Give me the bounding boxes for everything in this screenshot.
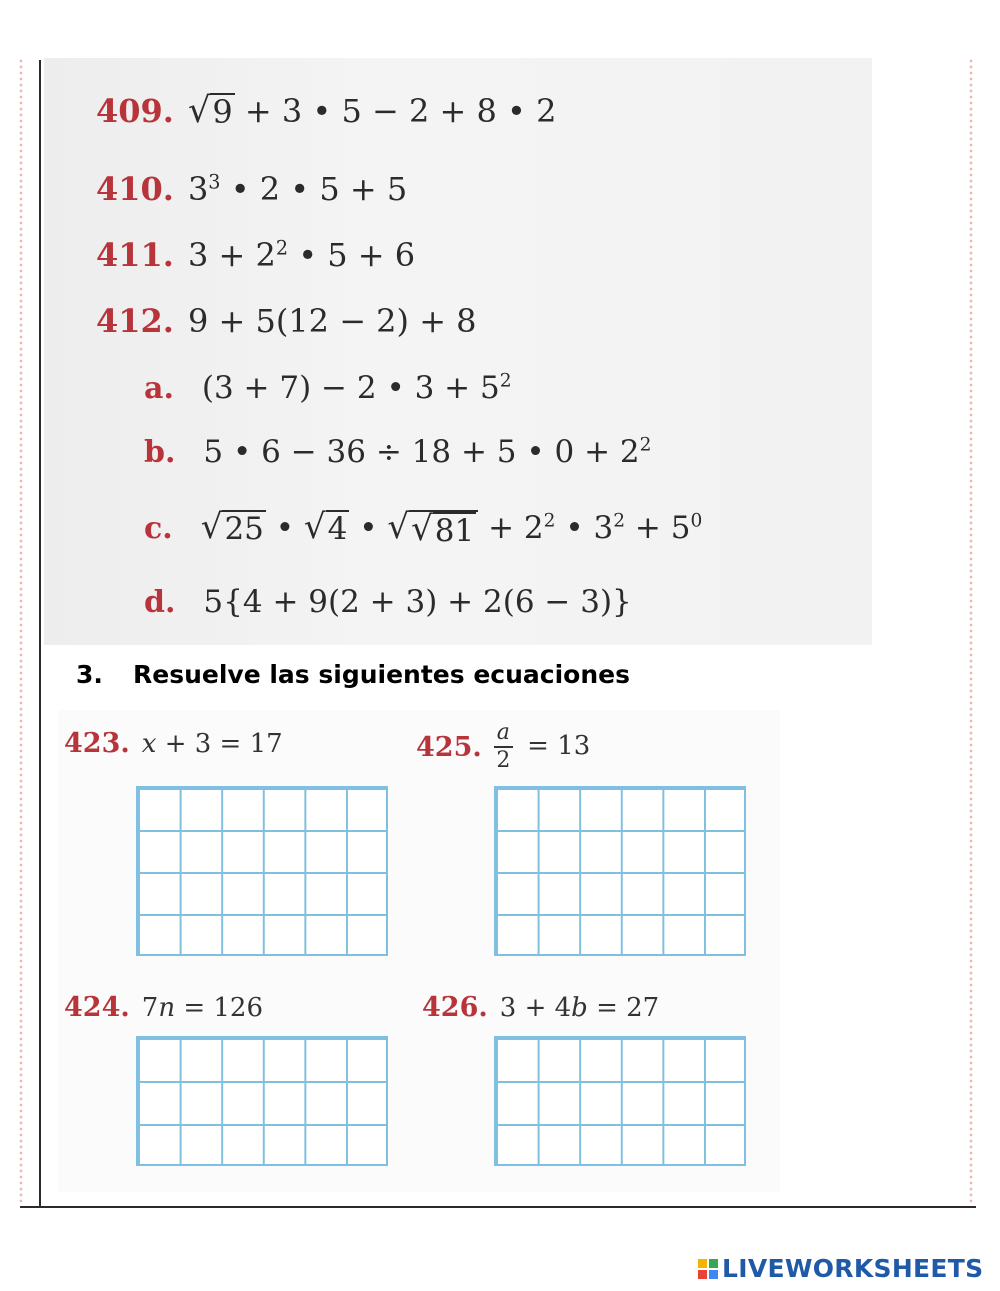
section-title: Resuelve las siguientes ecuaciones [133, 660, 630, 689]
exercise-expression: √ 9 + 3 • 5 − 2 + 8 • 2 [187, 90, 557, 131]
exercise-expression: $3^3$ • 2 • 5 + 5 [187, 170, 408, 208]
equation-423 [64, 728, 283, 759]
subitem-letter: a. [144, 371, 174, 406]
equations-panel [58, 710, 780, 1192]
subitem-expression: 5{4 + 9(2 + 3) + 2(6 − 3)} [203, 584, 632, 620]
exercise-411 [96, 236, 415, 274]
subitem-d [144, 584, 632, 620]
exercise-number: 411. [96, 236, 174, 274]
exercise-412 [96, 302, 477, 340]
equation-expression: $\frac{a}{2}$ = 13 [494, 722, 591, 772]
exercise-number: 410. [96, 170, 174, 208]
logo-text: LIVEWORKSHEETS [722, 1254, 984, 1283]
exercise-410 [96, 170, 407, 208]
exercise-number: 412. [96, 302, 174, 340]
subitem-a [144, 370, 512, 406]
fraction: $\frac{a}{2}$ [494, 722, 513, 772]
square-root: √ 4 [303, 507, 348, 547]
subitem-expression: √ 25 • √ 4 • √ √ 81 + $2^2$ • $3^2 + 5^0$ [200, 507, 703, 549]
exercise-expression: 9 + 5(12 − 2) + 8 [187, 302, 477, 340]
right-decorative-border [968, 58, 974, 1203]
subitem-letter: c. [144, 511, 173, 546]
exercise-expression: $3 + 2^2$ • 5 + 6 [187, 236, 416, 274]
exercise-panel-operations [44, 58, 872, 645]
equation-424 [64, 992, 263, 1023]
exercise-409 [96, 92, 556, 130]
answer-grid-425[interactable] [494, 786, 746, 956]
section-number: 3. [76, 660, 103, 689]
answer-grid-423[interactable] [136, 786, 388, 956]
square-root: √ 9 [187, 90, 233, 131]
equation-number: 425. [416, 731, 482, 763]
subitem-b [144, 434, 652, 470]
subitem-expression: (3 + 7) − 2 • $3 + 5^2$ [201, 370, 512, 406]
equation-number: 426. [422, 992, 488, 1023]
subitem-c [144, 507, 703, 549]
equation-expression: x + 3 = 17 [141, 728, 283, 759]
nested-square-root: √ √ 81 [387, 510, 478, 548]
bottom-rule [20, 1206, 976, 1208]
equation-expression: 7n = 126 [141, 992, 264, 1023]
left-rule [39, 60, 41, 1208]
section-heading [76, 660, 630, 689]
equation-number: 424. [64, 992, 130, 1023]
subitem-expression: 5 • 6 − 36 ÷ 18 + 5 • $0 + 2^2$ [203, 434, 652, 470]
equation-expression: 3 + 4b = 27 [499, 992, 660, 1023]
liveworksheets-logo [698, 1254, 983, 1283]
equation-426 [422, 992, 659, 1023]
subitem-letter: d. [144, 585, 176, 620]
subitem-letter: b. [144, 435, 176, 470]
left-decorative-border [18, 58, 24, 1203]
answer-grid-424[interactable] [136, 1036, 388, 1166]
square-root: √ 25 [200, 507, 264, 547]
logo-icon [698, 1259, 718, 1279]
exercise-number: 409. [96, 92, 174, 130]
answer-grid-426[interactable] [494, 1036, 746, 1166]
equation-425 [416, 722, 590, 772]
equation-number: 423. [64, 728, 130, 759]
